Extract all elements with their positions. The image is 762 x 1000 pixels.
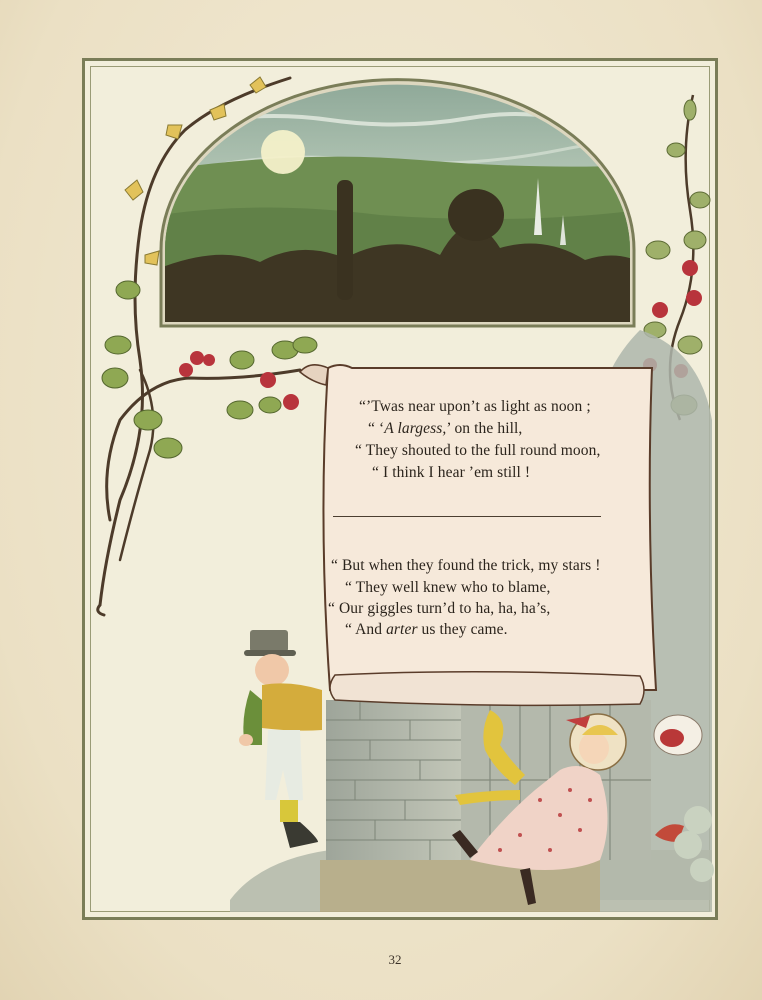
verse-line: “ But when they found the trick, my stars ! (331, 557, 601, 574)
verse-line: “ Our giggles turn’d to ha, ha, ha’s, (328, 600, 551, 617)
poplar-tree (337, 180, 353, 300)
verse-line: “’Twas near upon’t as light as noon ; (359, 398, 591, 415)
moon-icon (261, 130, 305, 174)
verse-line: “ They well knew who to blame, (345, 579, 551, 596)
verse-line: “ They shouted to the full round moon, (355, 442, 601, 459)
stanza-divider (333, 516, 601, 517)
verse-line: “ ‘A largess,’ on the hill, (368, 420, 523, 437)
landscape-vignette (160, 80, 643, 330)
flying-bonnet (654, 715, 702, 755)
page-number: 32 (388, 952, 402, 967)
verse-line: “ I think I hear ’em still ! (372, 464, 531, 481)
verse-line: “ And arter us they came. (345, 621, 508, 638)
man-figure (239, 630, 322, 848)
